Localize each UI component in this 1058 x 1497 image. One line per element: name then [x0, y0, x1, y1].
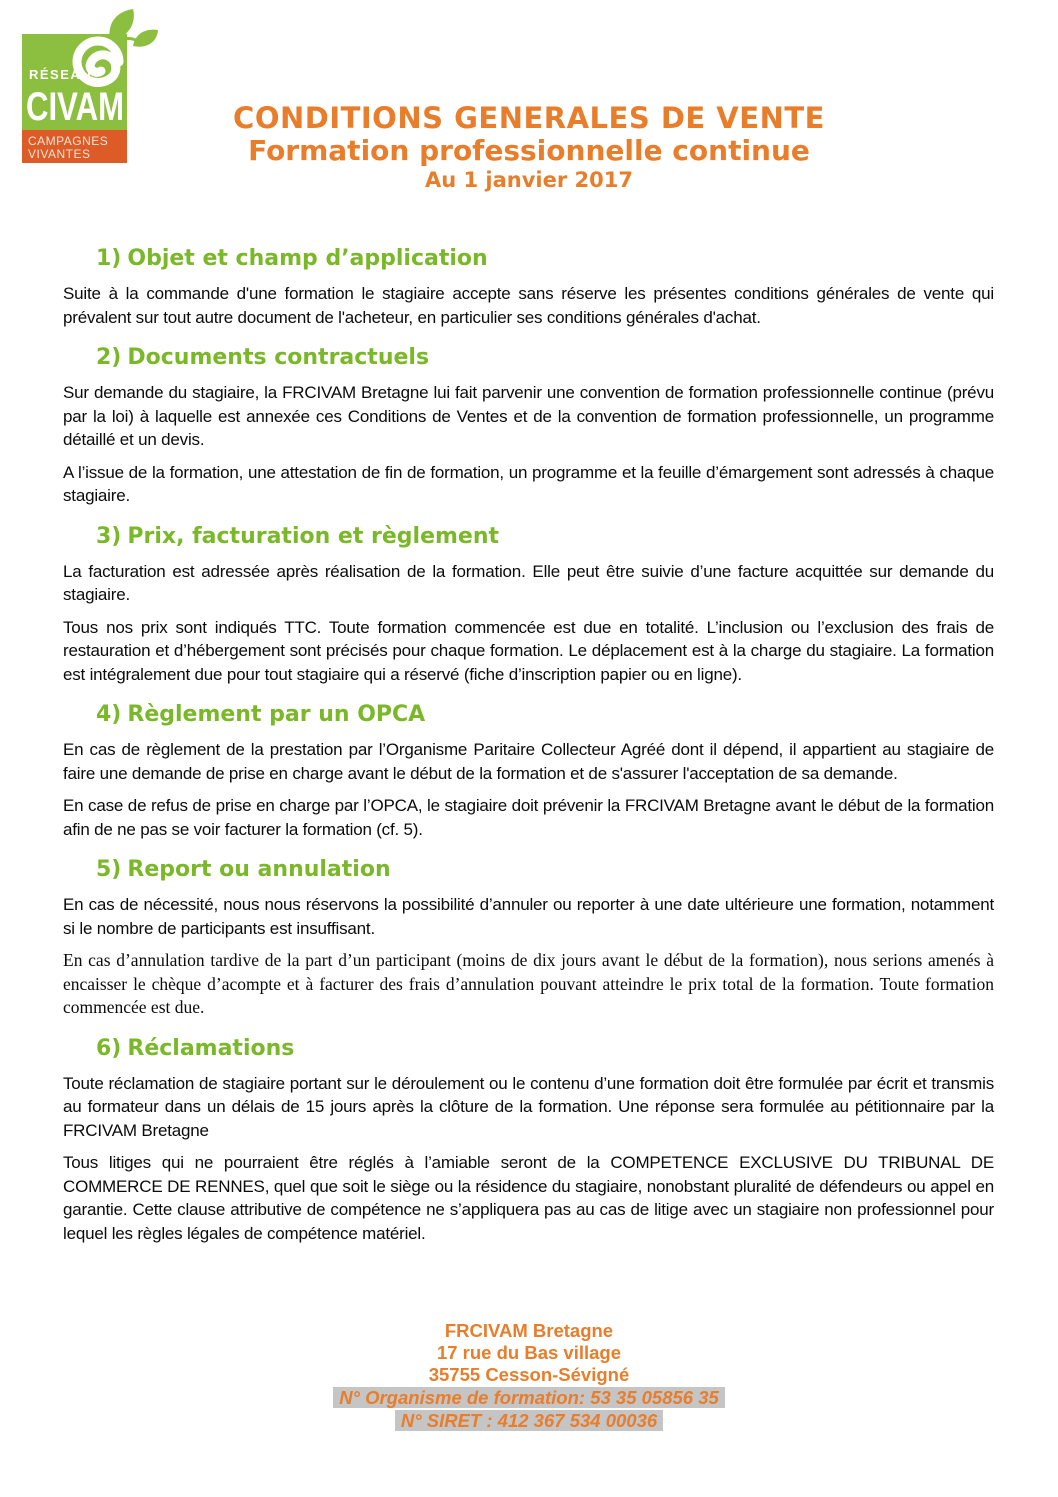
section-heading-3 [63, 523, 994, 551]
paragraph: Sur demande du stagiaire, la FRCIVAM Bretagne lui fait parvenir une convention de formation professionnelle continue (prévu par la loi) à laquelle est annexée ces Conditions de Ventes et de la convention de formation professionnelle, un programme détaillé et un devis. [63, 383, 994, 449]
paragraph: En cas de nécessité, nous nous réservons la possibilité d’annuler ou reporter à une date ultérieure une formation, notamment si le nombre de participants est insuffisant. [63, 895, 994, 938]
logo-campagnes-text: CAMPAGNES [28, 134, 109, 148]
paragraph: Tous nos prix sont indiqués TTC. Toute formation commencée est due en totalité. L’inclusion ou l’exclusion des frais de restauration et d’hébergement sont précisés pour chaque formation. Le déplacement est à la charge du stagiaire. La formation est intégralement due pour tout stagiaire qui a réservé (fiche d’inscription papier ou en ligne). [63, 617, 994, 684]
section-title: Objet et champ d’application [127, 246, 488, 271]
paragraph: La facturation est adressée après réalisation de la formation. Elle peut être suivie d’une facture acquittée sur demande du stagiaire. [63, 561, 994, 604]
section-heading-5 [63, 856, 994, 884]
section-title: Règlement par un OPCA [127, 702, 426, 727]
section-number: 3) [96, 523, 122, 549]
section-title: Prix, facturation et règlement [127, 523, 500, 549]
logo-civam-text: CIVAM [26, 85, 124, 129]
section-heading-1 [63, 245, 994, 273]
section-title: Réclamations [127, 1035, 295, 1061]
document-body [63, 230, 994, 1254]
document-footer [0, 1320, 1058, 1432]
section-title: Report ou annulation [127, 857, 391, 882]
section-heading-6 [63, 1035, 994, 1063]
section-heading-4 [63, 701, 994, 729]
section-number: 1) [96, 246, 122, 271]
paragraph: En case de refus de prise en charge par l’OPCA, le stagiaire doit prévenir la FRCIVAM Bretagne avant le début de la formation afin de ne pas se voir facturer la formation (cf. 5). [63, 796, 994, 839]
section-number: 6) [96, 1035, 122, 1061]
section-number: 4) [96, 702, 122, 727]
logo-vivantes-text: VIVANTES [28, 147, 91, 161]
section-heading-2 [63, 344, 994, 372]
footer-address-line2: 35755 Cesson-Sévigné [428, 1364, 630, 1385]
page-subtitle: Formation professionnelle continue [248, 134, 810, 167]
document-header [0, 101, 1058, 193]
paragraph: Tous litiges qui ne pourraient être réglés à l’amiable seront de la COMPETENCE EXCLUSIVE DU TRIBUNAL DE COMMERCE DE RENNES, quel que soit le siège ou la résidence du stagiaire, nonobstant pluralité de défendeurs ou appel en garantie. Cette clause attributive de compétence ne s’appliquera pas au cas de litige avec un stagiaire non professionnel pour lequel les règles légales de compétence matériel. [63, 1153, 994, 1243]
logo-reseau-text: RÉSEAU [29, 67, 93, 82]
section-number: 2) [96, 345, 122, 370]
footer-org-name: FRCIVAM Bretagne [444, 1320, 614, 1341]
effective-date: Au 1 janvier 2017 [424, 168, 633, 192]
section-title: Documents contractuels [127, 345, 430, 370]
paragraph: En cas d’annulation tardive de la part d’un participant (moins de dix jours avant le début de la formation), nous serions amenés à encaisser le chèque d’acompte et à facturer des frais d’annulation pouvant atteindre le prix total de la formation. Toute formation commencée est due. [63, 950, 994, 1017]
paragraph: Toute réclamation de stagiaire portant sur le déroulement ou le contenu d’une formation doit être formulée par écrit et transmis au formateur dans un délais de 15 jours après la clôture de la formation. Une réponse sera formulée au pétitionnaire par la FRCIVAM Bretagne [63, 1073, 994, 1140]
paragraph: Suite à la commande d'une formation le stagiaire accepte sans réserve les présentes conditions générales de vente qui prévalent sur tout autre document de l'acheteur, en particulier ses conditions générales d'achat. [63, 284, 994, 327]
footer-siret: N° SIRET : 412 367 534 00036 [395, 1410, 663, 1431]
section-number: 5) [96, 857, 122, 882]
paragraph: En cas de règlement de la prestation par l’Organisme Paritaire Collecteur Agréé dont il dépend, il appartient au stagiaire de faire une demande de prise en charge avant le début de la formation et de s'assurer l'acceptation de sa demande. [63, 740, 994, 783]
footer-address-line1: 17 rue du Bas village [436, 1342, 622, 1363]
footer-training-number: N° Organisme de formation: 53 35 05856 35 [333, 1387, 725, 1408]
paragraph: A l’issue de la formation, une attestation de fin de formation, un programme et la feuille d’émargement sont adressés à chaque stagiaire. [63, 462, 994, 505]
page-title: CONDITIONS GENERALES DE VENTE [233, 101, 825, 135]
